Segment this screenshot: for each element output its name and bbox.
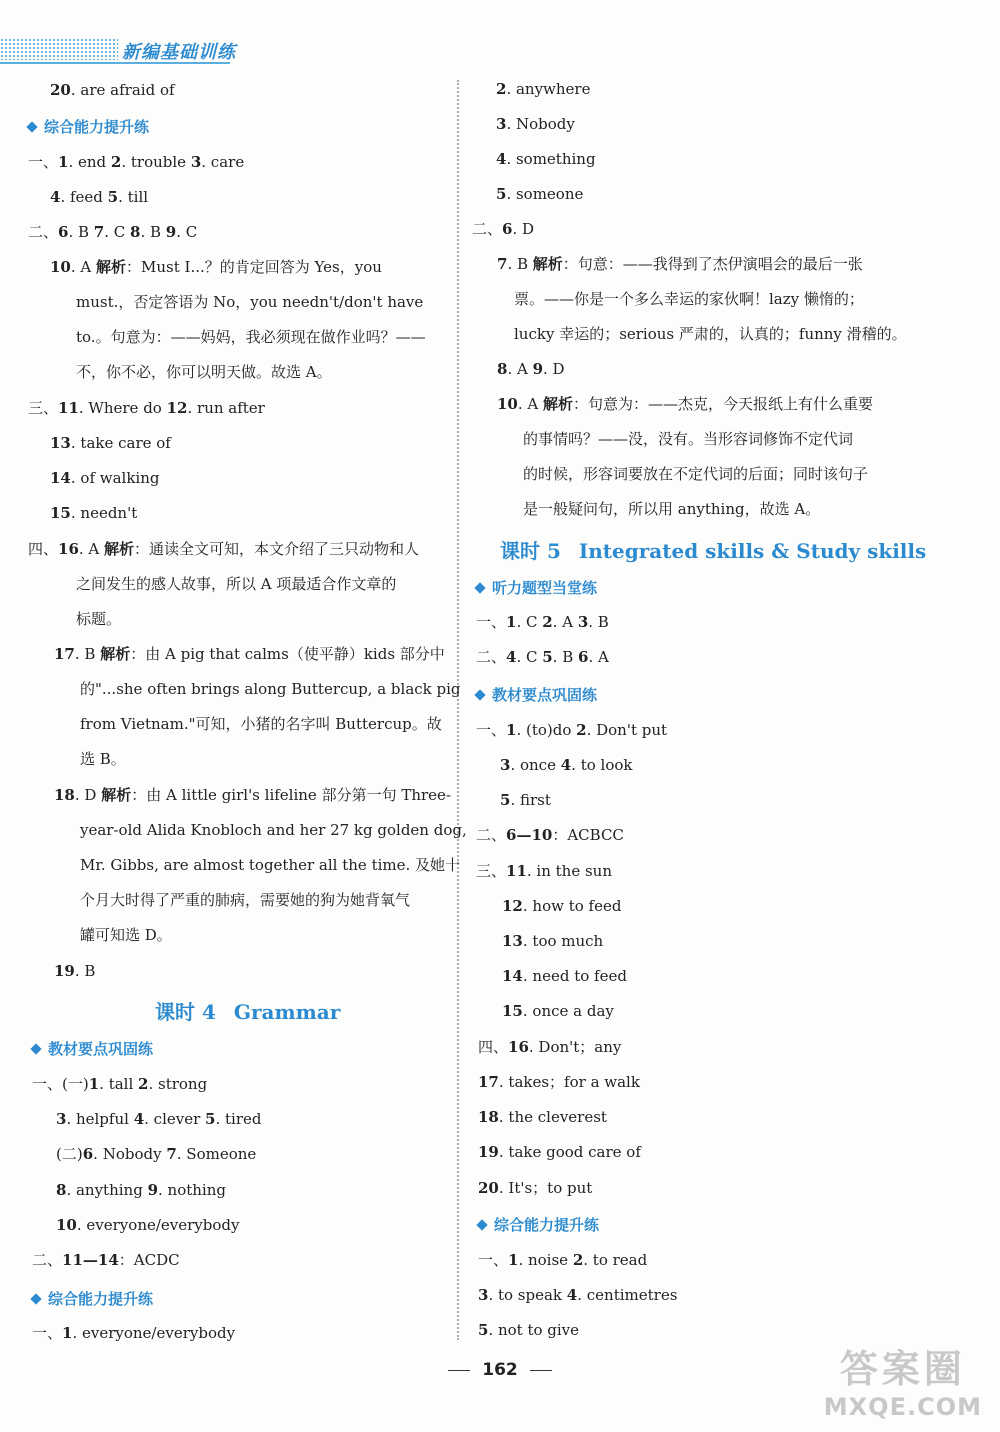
answer-line: 一、1. (to)do 2. Don't put: [476, 721, 668, 739]
section-heading-text: 教材要点巩固练: [492, 686, 598, 704]
answer-line: 19. take good care of: [478, 1143, 641, 1161]
diamond-icon: [30, 1043, 41, 1054]
answer-line: 二、6. D: [472, 220, 535, 238]
answer-line: 四、16. A 解析：通读全文可知，本文介绍了三只动物和人: [28, 540, 420, 558]
answer-line: 三、11. in the sun: [476, 862, 613, 880]
answer-line: year-old Alida Knobloch and her 27 kg golden dog,: [80, 821, 467, 839]
answer-line: 的事情吗？——没，没有。当形容词修饰不定代词: [523, 430, 854, 448]
header-title: 新编基础训练: [122, 42, 236, 63]
answer-line: 18. D 解析：由 A little girl's lifeline 部分第一句 Three-: [54, 786, 452, 804]
answer-line: 17. takes；for a walk: [478, 1073, 640, 1091]
answer-line: 二、11—14：ACDC: [32, 1251, 180, 1269]
section-heading-text: 综合能力提升练: [48, 1290, 154, 1308]
diamond-icon: [30, 1293, 41, 1304]
lesson-title: Grammar: [233, 1000, 341, 1024]
watermark-bottom: MXQE.COM: [823, 1393, 982, 1421]
section-heading: [476, 684, 597, 705]
answer-line: 罐可知选 D。: [80, 926, 172, 944]
answer-line: 14. need to feed: [502, 967, 627, 985]
answer-line: lucky 幸运的；serious 严肃的，认真的；funny 滑稽的。: [514, 325, 907, 343]
answer-line: 12. how to feed: [502, 897, 622, 915]
lesson-heading: [155, 996, 340, 1025]
section-heading-text: 听力题型当堂练: [492, 579, 598, 597]
answer-line: 5. someone: [496, 185, 584, 203]
answer-line: 一、(一)1. tall 2. strong: [32, 1075, 208, 1093]
answer-line: 不，你不必，你可以明天做。故选 A。: [76, 363, 332, 381]
answer-line: 的时候，形容词要放在不定代词的后面；同时该句子: [523, 465, 869, 483]
answer-line: 14. of walking: [50, 469, 160, 487]
answer-line: 19. B: [54, 962, 96, 980]
answer-line: 2. anywhere: [496, 80, 591, 98]
page-dash-right: [530, 1370, 552, 1371]
answer-line: must.，否定答语为 No，you needn't/don't have: [76, 293, 424, 311]
answer-line: to.。句意为：——妈妈，我必须现在做作业吗？——: [76, 328, 426, 346]
column-divider: [457, 80, 459, 1340]
answer-line: 18. the cleverest: [478, 1108, 607, 1126]
section-heading: [32, 1288, 153, 1309]
answer-line: 10. A 解析：句意为：——杰克，今天报纸上有什么重要: [497, 395, 874, 413]
diamond-icon: [26, 121, 37, 132]
answer-line: 标题。: [76, 610, 122, 628]
answer-line: from Vietnam."可知，小猪的名字叫 Buttercup。故: [80, 715, 442, 733]
header-pattern: [0, 38, 118, 60]
answer-line: 的"...she often brings along Buttercup, a black pig: [80, 680, 461, 698]
answer-line: Mr. Gibbs, are almost together all the time. 及她十: [80, 856, 461, 874]
lesson-number: 课时 5: [500, 539, 561, 563]
answer-line: 3. once 4. to look: [500, 756, 633, 774]
answer-line: 3. Nobody: [496, 115, 575, 133]
answer-line: 一、1. noise 2. to read: [478, 1251, 648, 1269]
answer-line: 5. first: [500, 791, 551, 809]
answer-line: 三、11. Where do 12. run after: [28, 399, 265, 417]
watermark-logo: [824, 1338, 982, 1421]
answer-line: 票。——你是一个多么幸运的家伙啊！lazy 懒惰的；: [514, 290, 864, 308]
answer-line: 15. once a day: [502, 1002, 614, 1020]
section-heading: [478, 1214, 599, 1235]
answer-line: 二、6. B 7. C 8. B 9. C: [28, 223, 198, 241]
page-dash-left: [448, 1370, 470, 1371]
answer-line: (二)6. Nobody 7. Someone: [56, 1145, 257, 1163]
answer-line: 7. B 解析：句意：——我得到了杰伊演唱会的最后一张: [497, 255, 863, 273]
diamond-icon: [474, 582, 485, 593]
answer-line: 之间发生的感人故事，所以 A 项最适合作文章的: [76, 575, 397, 593]
answer-line: 二、4. C 5. B 6. A: [476, 648, 609, 666]
answer-line: 4. feed 5. till: [50, 188, 149, 206]
answer-line: 10. everyone/everybody: [56, 1216, 240, 1234]
watermark-top: 答案圈: [839, 1347, 966, 1391]
page-number-text: 162: [482, 1360, 518, 1380]
answer-line: 二、6—10：ACBCC: [476, 826, 624, 844]
section-heading-text: 教材要点巩固练: [48, 1040, 154, 1058]
answer-line: 17. B 解析：由 A pig that calms（使平静）kids 部分中: [54, 645, 445, 663]
answer-line: 选 B。: [80, 750, 126, 768]
diamond-icon: [474, 689, 485, 700]
answer-line: 8. anything 9. nothing: [56, 1181, 226, 1199]
answer-line: 10. A 解析：Must I...？的肯定回答为 Yes，you: [50, 258, 382, 276]
answer-line: 是一般疑问句，所以用 anything，故选 A。: [523, 500, 821, 518]
answer-line: 15. needn't: [50, 504, 138, 522]
answer-line: 20. It's；to put: [478, 1179, 593, 1197]
answer-line: 一、1. C 2. A 3. B: [476, 613, 609, 631]
answer-line: 四、16. Don't；any: [478, 1038, 622, 1056]
answer-line: 13. too much: [502, 932, 604, 950]
section-heading: [28, 116, 149, 137]
answer-line: 个月大时得了严重的肺病，需要她的狗为她背氧气: [80, 891, 411, 909]
answer-line: 8. A 9. D: [497, 360, 565, 378]
answer-line: 20. are afraid of: [50, 81, 175, 99]
answer-line: 13. take care of: [50, 434, 171, 452]
lesson-heading: [500, 535, 926, 564]
answer-line: 3. helpful 4. clever 5. tired: [56, 1110, 262, 1128]
lesson-title: Integrated skills & Study skills: [578, 539, 927, 563]
answer-line: 一、1. end 2. trouble 3. care: [28, 153, 245, 171]
answer-line: 5. not to give: [478, 1321, 580, 1339]
lesson-number: 课时 4: [155, 1000, 216, 1024]
answer-line: 3. to speak 4. centimetres: [478, 1286, 678, 1304]
diamond-icon: [476, 1219, 487, 1230]
section-heading: [476, 577, 597, 598]
section-heading-text: 综合能力提升练: [44, 118, 150, 136]
answer-line: 一、1. everyone/everybody: [32, 1324, 236, 1342]
answer-line: 4. something: [496, 150, 596, 168]
section-heading: [32, 1038, 153, 1059]
section-heading-text: 综合能力提升练: [494, 1216, 600, 1234]
